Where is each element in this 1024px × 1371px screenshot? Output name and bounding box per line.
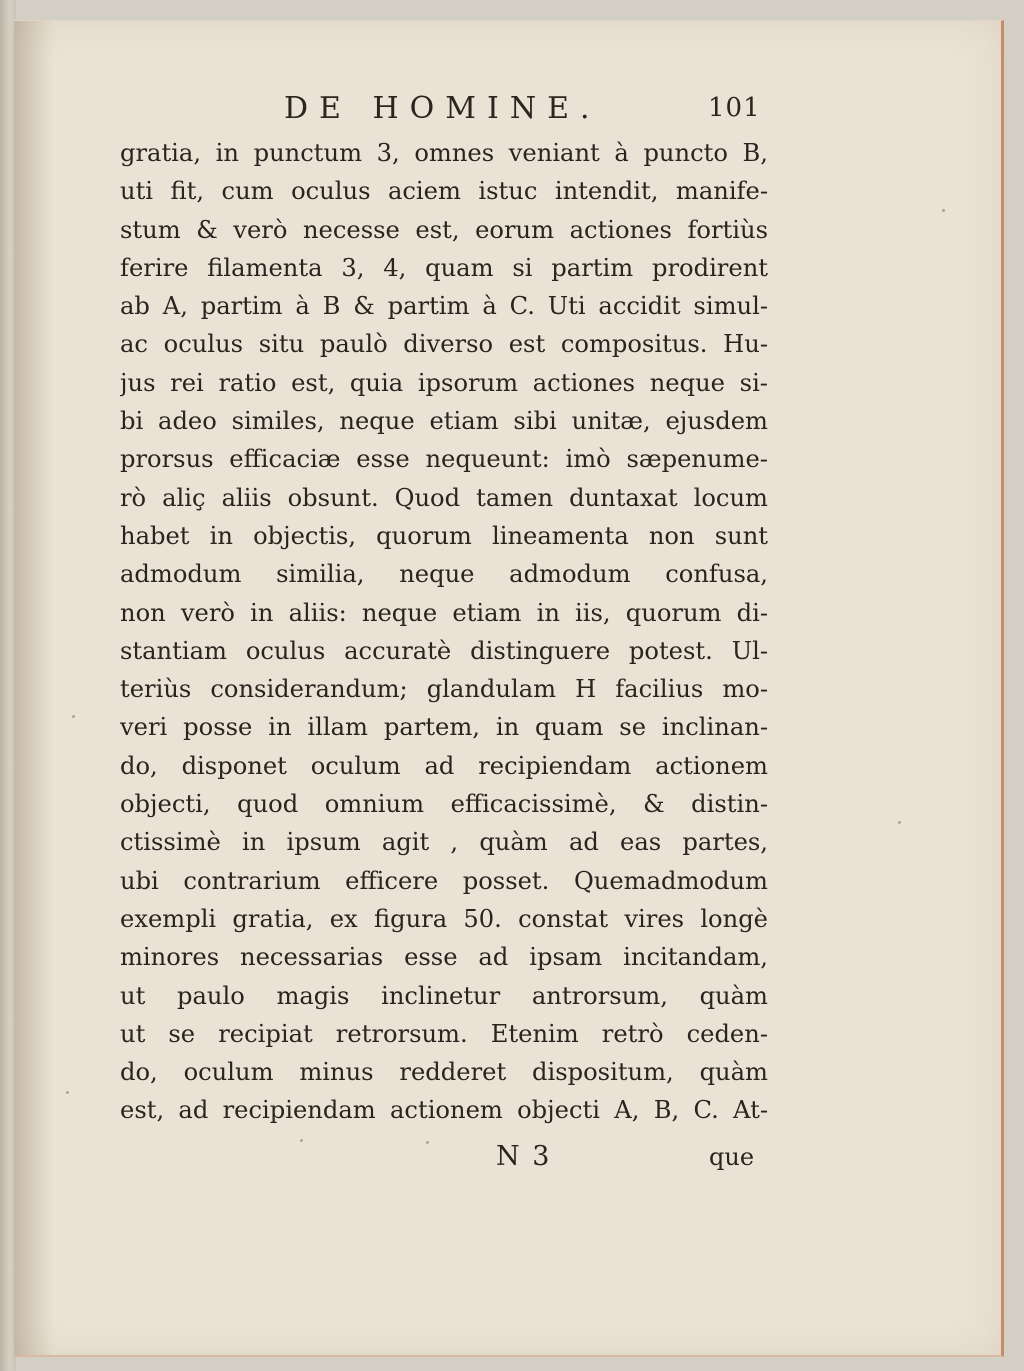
text-line: ut paulo magis inclinetur antrorsum, quàm [120,981,768,1010]
text-line: ut se recipiat retrorsum. Etenim retrò ceden- [120,1019,768,1048]
text-line: veri posse in illam partem, in quam se inclinan- [120,713,768,742]
text-line: exempli gratia, ex figura 50. constat vires longè [120,904,768,933]
text-line: habet in objectis, quorum lineamenta non sunt [120,521,768,550]
catchword: que [709,1143,755,1171]
text-line: stantiam oculus accuratè distinguere potest. Ul- [120,636,768,665]
paper-speck [72,715,75,718]
text-line: ab A, partim à B & partim à C. Uti accidit simul- [120,292,768,321]
text-line: est, ad recipiendam actionem objecti A, B, C. At- [120,1096,768,1125]
text-line: jus rei ratio est, quia ipsorum actiones neque si- [120,368,768,397]
text-line: minores necessarias esse ad ipsam incitandam, [120,943,768,972]
text-line: uti fit, cum oculus aciem istuc intendit, manife- [120,177,768,206]
text-line: teriùs considerandum; glandulam H facilius mo- [120,675,768,704]
text-line: ac oculus situ paulò diverso est compositus. Hu- [120,330,768,359]
page-footer [14,1141,1001,1181]
page-header [14,89,1001,129]
page-number: 101 [708,93,761,123]
text-line: non verò in aliis: neque etiam in iis, quorum di- [120,598,768,627]
paper-speck [898,821,901,824]
text-line: bi adeo similes, neque etiam sibi unitæ, ejusdem [120,407,768,436]
paper-speck [942,209,945,212]
text-line: objecti, quod omnium efficacissimè, & distin- [120,790,768,819]
text-line: ferire filamenta 3, 4, quam si partim prodirent [120,253,768,282]
paper-speck [300,1139,303,1142]
book-page [14,20,1004,1357]
text-line: rò aliç aliis obsunt. Quod tamen duntaxat locum [120,483,768,512]
running-title: DE HOMINE. [284,91,601,126]
signature-mark: N 3 [496,1141,552,1172]
text-line: do, disponet oculum ad recipiendam actionem [120,751,768,780]
body-text [120,134,768,1130]
text-line: admodum similia, neque admodum confusa, [120,560,768,589]
text-line: stum & verò necesse est, eorum actiones fortiùs [120,215,768,244]
text-line: gratia, in punctum 3, omnes veniant à puncto B, [120,139,768,167]
text-line: do, oculum minus redderet dispositum, quàm [120,1058,768,1087]
text-line: ctissimè in ipsum agit , quàm ad eas partes, [120,828,768,857]
paper-speck [426,1141,429,1144]
text-line: ubi contrarium efficere posset. Quemadmodum [120,866,768,895]
text-line: prorsus efficaciæ esse nequeunt: imò sæpenume- [120,445,768,474]
paper-speck [66,1091,69,1094]
